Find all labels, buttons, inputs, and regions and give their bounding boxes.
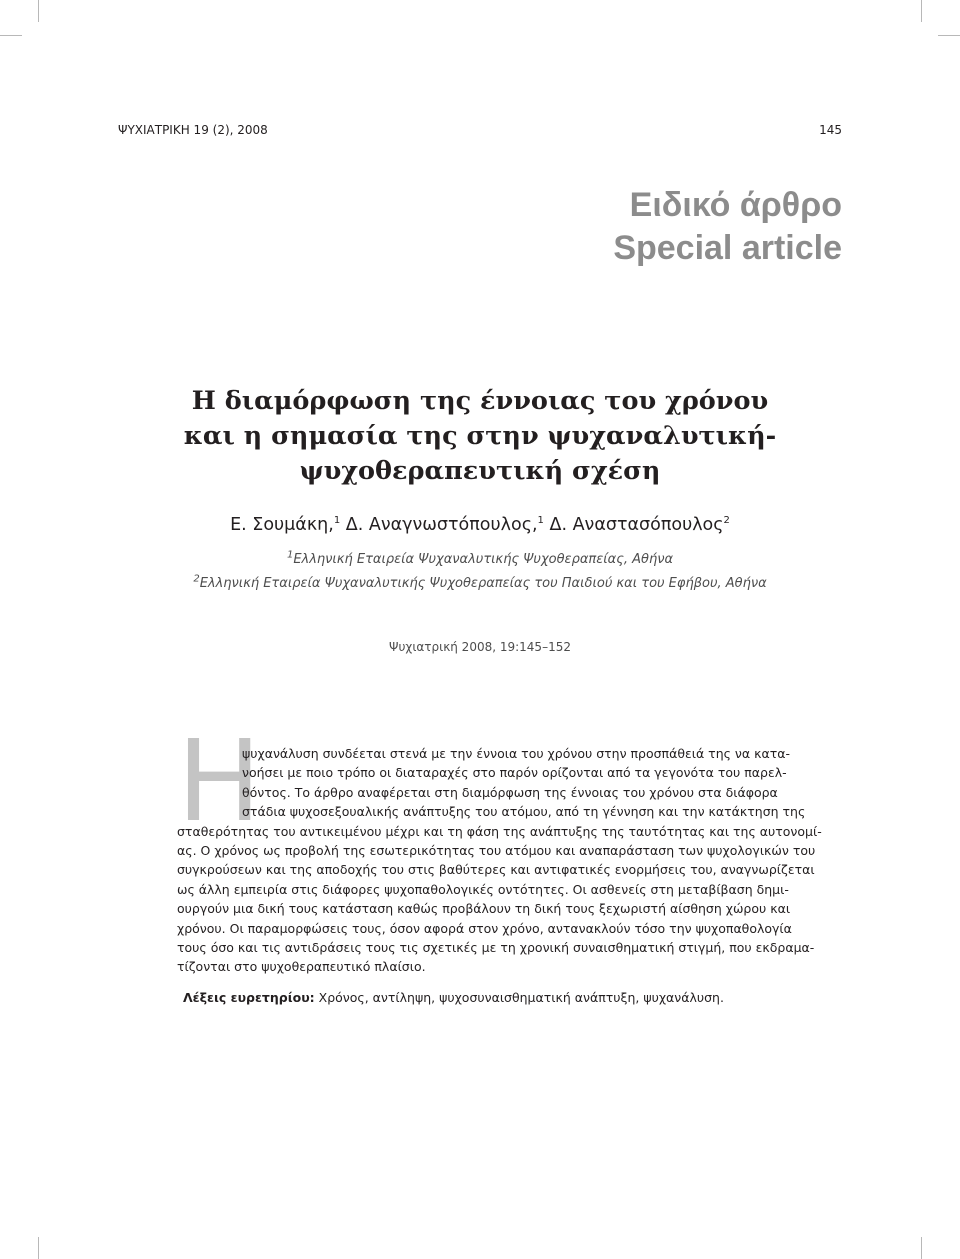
article-category-greek: Ειδικό άρθρο [629, 186, 842, 224]
article-category-english: Special article [613, 229, 842, 267]
author-list [0, 515, 960, 535]
author-name: Ε. Σουμάκη, [230, 515, 334, 535]
title-line: Η διαμόρφωση της έννοιας του χρόνου [191, 386, 769, 416]
affiliation-text: Ελληνική Εταιρεία Ψυχαναλυτικής Ψυχοθεραπείας του Παιδιού και του Εφήβου, Αθήνα [199, 576, 767, 591]
abstract-line: νοήσει με ποιο τρόπο οι διαταραχές στο παρόν ορίζονται από τα γεγονότα του παρελ- [242, 765, 787, 781]
abstract-line: συγκρούσεων και της αποδοχής του στις βαθύτερες και αντιφατικές ενορμήσεις του, αναγνωρίζεται [177, 862, 815, 878]
title-line: και η σημασία της στην ψυχαναλυτική- [183, 421, 777, 451]
keywords-text: Χρόνος, αντίληψη, ψυχοσυναισθηματική ανάπτυξη, ψυχανάλυση. [318, 990, 724, 1005]
author-name: Δ. Αναστασόπουλος [549, 515, 724, 535]
abstract-line: στάδια ψυχοσεξουαλικής ανάπτυξης του ατόμου, από τη γέννηση και την κατάκτηση της [242, 804, 806, 820]
crop-mark [938, 35, 960, 36]
affiliation-mark: 1 [286, 549, 294, 561]
abstract-line: ουργούν μια δική τους κατάσταση καθώς προβάλουν τη δική τους ξεχωριστή αίσθηση χώρου και [177, 901, 791, 917]
abstract-line: σταθερότητας του αντικειμένου μέχρι και τη φάση της ανάπτυξης της ταυτότητας και της αυτονομί- [177, 823, 822, 839]
page-number: 145 [819, 123, 842, 137]
affiliation-mark: 2 [193, 573, 200, 585]
abstract [177, 744, 822, 977]
citation: Ψυχιατρική 2008, 19:145–152 [389, 640, 571, 654]
crop-mark [921, 0, 922, 22]
keywords [183, 990, 724, 1005]
drop-cap: Η [177, 717, 262, 847]
abstract-line: ας. Ο χρόνος ως προβολή της εσωτερικότητας του ατόμου και αναπαράσταση των ψυχολογικών του [177, 843, 816, 859]
crop-mark [38, 0, 39, 22]
running-head-journal: ΨΥΧΙΑΤΡΙΚΗ 19 (2), 2008 [118, 123, 268, 137]
abstract-line: τίζονται στο ψυχοθεραπευτικό πλαίσιο. [177, 959, 426, 975]
abstract-line: θόντος. Το άρθρο αναφέρεται στη διαμόρφωση της έννοιας του χρόνου στα διάφορα [242, 784, 778, 800]
crop-mark [38, 1237, 39, 1259]
article-title [110, 384, 850, 489]
keywords-label: Λέξεις ευρετηρίου: [183, 990, 315, 1005]
affiliation [0, 573, 960, 591]
abstract-line: ψυχανάλυση συνδέεται στενά με την έννοια του χρόνου στην προσπάθειά της να κατα- [242, 746, 790, 761]
author-affiliation-mark: 1 [537, 515, 544, 527]
author-affiliation-mark: 1 [333, 515, 341, 527]
affiliation-text: Ελληνική Εταιρεία Ψυχαναλυτικής Ψυχοθεραπείας, Αθήνα [293, 552, 674, 567]
author-name: Δ. Αναγνωστόπουλος, [345, 515, 538, 535]
crop-mark [921, 1237, 922, 1259]
affiliation [0, 549, 960, 567]
abstract-line: χρόνου. Οι παραμορφώσεις τους, όσον αφορά στον χρόνο, αντανακλούν τόσο την ψυχοπαθολογία [177, 920, 792, 936]
title-line: ψυχοθεραπευτική σχέση [299, 456, 661, 486]
abstract-line: τους όσο και τις αντιδράσεις τους τις σχετικές με τη χρονική συναισθηματική στιγμή, που εκδραμα- [177, 940, 815, 956]
crop-mark [0, 35, 22, 36]
author-affiliation-mark: 2 [723, 515, 730, 527]
abstract-line: ως άλλη εμπειρία στις διάφορες ψυχοπαθολογικές οντότητες. Οι ασθενείς στη μεταβίβαση δημι- [177, 881, 789, 897]
